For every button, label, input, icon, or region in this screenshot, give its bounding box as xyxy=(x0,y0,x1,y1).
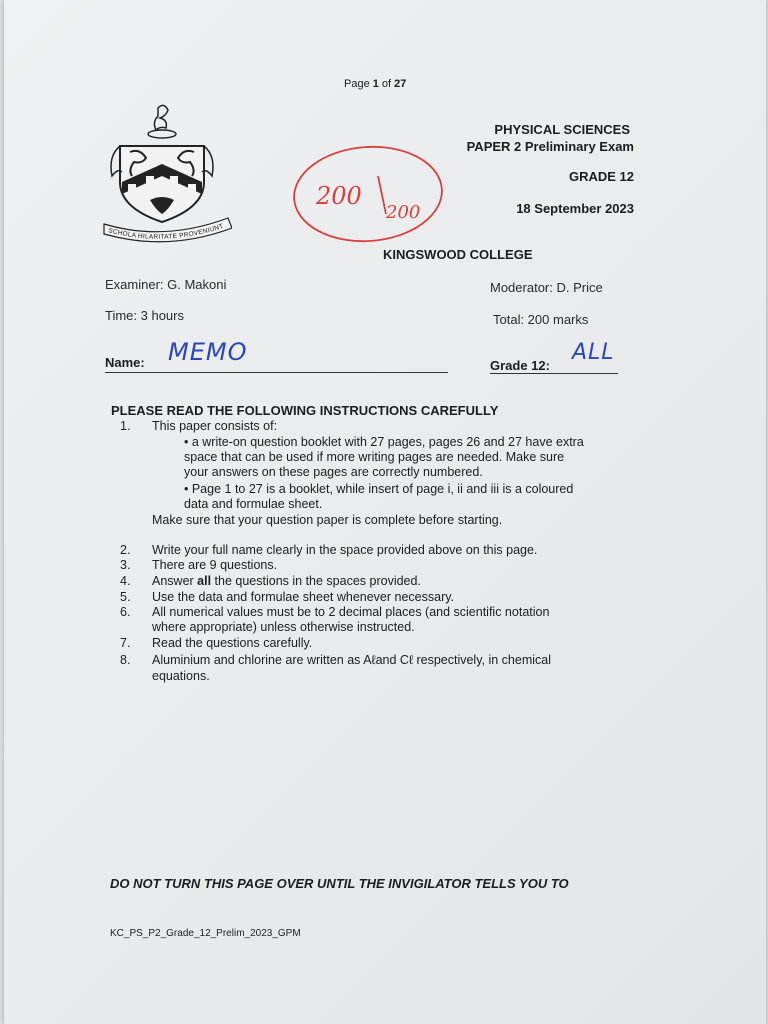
page-number xyxy=(344,78,406,90)
item-number: 2. xyxy=(120,543,131,557)
name-underline xyxy=(105,372,448,373)
page-sep: of xyxy=(378,78,395,90)
item-number: 1. xyxy=(120,419,131,433)
subject-title: PHYSICAL SCIENCES xyxy=(494,122,630,137)
score-numerator: 200 xyxy=(316,182,362,210)
instruction-closing: Make sure that your question paper is complete before starting. xyxy=(152,513,503,527)
instruction-text: equations. xyxy=(152,669,210,683)
instruction-text: Read the questions carefully. xyxy=(152,636,313,650)
grade-title: GRADE 12 xyxy=(568,169,634,184)
grade-underline xyxy=(490,373,618,374)
instruction-text: There are 9 questions. xyxy=(152,558,278,572)
bullet-line: data and formulae sheet. xyxy=(184,497,323,511)
instruction-text: This paper consists of: xyxy=(152,419,278,433)
bullet-line: space that can be used if more writing pages are needed. Make sure xyxy=(184,450,565,464)
school-crest-logo xyxy=(100,100,232,250)
instruction-pre: Answer xyxy=(152,574,198,588)
time-allowed: Time: 3 hours xyxy=(105,308,184,323)
exam-page xyxy=(4,0,766,1024)
grade-handwritten: ALL xyxy=(572,340,615,365)
item-number: 8. xyxy=(120,653,131,667)
instruction-text: Write your full name clearly in the space provided above on this page. xyxy=(152,543,538,557)
crest-motto: SCHOLA HILARITATE PROVENIUNT xyxy=(107,222,225,241)
item-number: 5. xyxy=(120,590,131,604)
bullet-line: your answers on these pages are correctly numbered. xyxy=(184,465,483,479)
score-denominator: 200 xyxy=(386,202,421,223)
instruction-text: All numerical values must be to 2 decimal places (and scientific notation xyxy=(152,605,550,619)
instruction-text: Use the data and formulae sheet whenever necessary. xyxy=(152,590,455,604)
instruction-text: where appropriate) unless otherwise instructed. xyxy=(152,620,415,634)
school-name: KINGSWOOD COLLEGE xyxy=(383,247,533,262)
moderator: Moderator: D. Price xyxy=(490,280,603,295)
name-label: Name: xyxy=(105,355,145,370)
instruction-text: Aluminium and chlorine are written as Aℓand Cℓ respectively, in chemical xyxy=(152,653,551,667)
grade-label: Grade 12: xyxy=(490,358,550,373)
page-current: 1 xyxy=(372,78,379,90)
bullet-line: • Page 1 to 27 is a booklet, while insert of page i, ii and iii is a coloured xyxy=(184,482,574,496)
invigilator-warning: DO NOT TURN THIS PAGE OVER UNTIL THE INVIGILATOR TELLS YOU TO xyxy=(110,876,569,891)
item-number: 3. xyxy=(120,558,131,572)
total-marks: Total: 200 marks xyxy=(493,312,589,327)
bullet-line: • a write-on question booklet with 27 pages, pages 26 and 27 have extra xyxy=(184,435,584,449)
item-number: 4. xyxy=(120,574,131,588)
page-prefix: Page xyxy=(344,78,373,90)
document-code: KC_PS_P2_Grade_12_Prelim_2023_GPM xyxy=(110,928,301,939)
instruction-bold: all xyxy=(197,574,212,588)
item-number: 6. xyxy=(120,605,131,619)
score-mark xyxy=(290,142,446,246)
paper-title: PAPER 2 Preliminary Exam xyxy=(466,139,634,154)
page-total: 27 xyxy=(394,78,407,90)
instruction-text xyxy=(152,574,421,590)
instruction-post: the questions in the spaces provided. xyxy=(211,574,421,588)
exam-date: 18 September 2023 xyxy=(516,201,634,216)
item-number: 7. xyxy=(120,636,131,650)
examiner: Examiner: G. Makoni xyxy=(105,277,227,292)
instructions-title: PLEASE READ THE FOLLOWING INSTRUCTIONS CAREFULLY xyxy=(111,403,499,418)
name-handwritten: MEMO xyxy=(168,338,248,366)
